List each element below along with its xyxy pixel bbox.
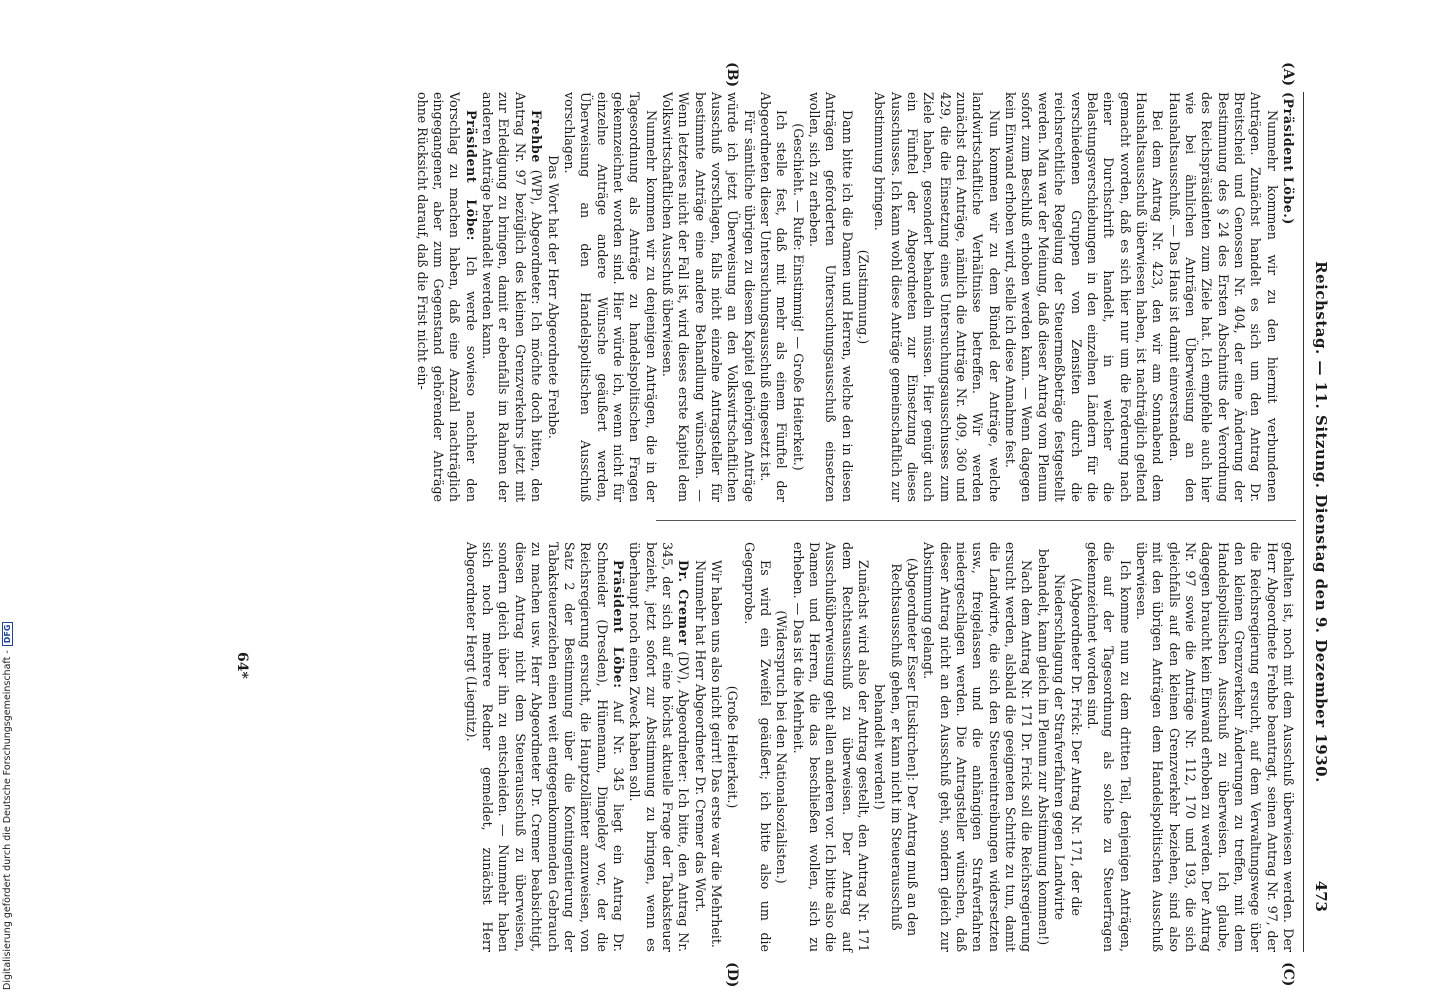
interjection: (Zustimmung.) <box>856 249 872 345</box>
speech-text: (WP), Abgeordneter: Ich möchte doch bitten, den Antrag Nr. 97 bezüglich des kleinen Grenzverkehrs jetzt mit zur Erledigung zu bringen, damit er ebenfalls im Rahmen der anderen Anträge behandelt werden kann. <box>480 92 545 502</box>
speaker-heading <box>1280 92 1296 502</box>
header-title: Reichstag. — 11. Sitzung. Dienstag den 9. Dezember 1930. <box>1312 261 1330 783</box>
page-header <box>1304 92 1330 952</box>
margin-marker-d: (D) <box>724 962 740 988</box>
speaker-name: Dr. Cremer <box>676 560 692 646</box>
margin-marker-a: (A) <box>1280 62 1296 87</box>
paragraph: Zunächst wird also der Antrag gestellt, den Antrag Nr. 171 dem Rechtsausschuß zu überweisen. Der Antrag auf Ausschußüberweisung geht allen anderen vor. Ich bitte also die Damen und Herren, die das beschließen wollen, sich zu erheben. — Das ist die Mehrheit. <box>790 542 872 952</box>
header-rule <box>1303 92 1304 952</box>
paragraph: Nunmehr hat Herr Abgeordneter Dr. Cremer das Wort. <box>692 560 708 913</box>
speaker-name: Frehbe <box>529 110 545 163</box>
paragraph: Nun kommen wir zu dem Bündel der Anträge, welche landwirtschaftliche Verhältnisse betreffen. Wir werden zunächst drei Anträge, nämlich die Anträge Nr. 409, 360 und 429, die die Einsetzung eines Untersuchungsausschusses zum Ziele haben, gesondert behandeln müssen. Hier genügt auch ein Fünftel der Abgeordneten zur Einsetzung dieses Ausschusses. Ich kann wohl diese Anträge gemeinschaftlich zur Abstimmung bringen. <box>872 92 1002 502</box>
margin-marker-b: (B) <box>724 62 740 88</box>
paragraph: Nach dem Antrag Nr. 171 Dr. Frick soll die Reichsregierung ersucht werden, alsbald die geeigneten Schritte zu tun, damit die Landwirte, die sich den Steuereintreibungen widersetzten usw., freigelassen und die anhängigen Strafverfahren niedergeschlagen werden. Die Antragsteller wünschen, daß dieser Antrag nicht an den Ausschuß geht, sondern gleich zur Abstimmung gelangt. <box>921 542 1035 952</box>
column-divider <box>656 520 1296 521</box>
document-page <box>120 62 1330 988</box>
margin-marker-c: (C) <box>1280 962 1296 987</box>
interjection: (Widerspruch bei den Nationalsozialisten.) <box>774 610 790 884</box>
left-column <box>413 92 1296 502</box>
paragraph: Nunmehr kommen wir zu den hiermit verbundenen Anträgen. Zunächst handelt es sich um den Antrag Dr. Breitscheid und Genossen Nr. 404, der eine Änderung der Bestimmung des § 24 des Ersten Abschnitts der Verordnung des Reichspräsidenten zum Ziele hat. Ich empfehle auch hier wie bei ähnlichen Anträgen Überweisung an den Haushaltsausschuß. — Das Haus ist damit einverstanden. <box>1166 92 1280 502</box>
speech-paragraph <box>479 92 544 502</box>
paragraph: Dann bitte ich die Damen und Herren, welche den in diesen Anträgen geforderten Untersuchungsausschuß einsetzen wollen, sich zu erheben. <box>807 92 855 502</box>
speaker-name: Präsident Löbe: <box>610 560 626 689</box>
speaker-name: Präsident Löbe: <box>463 110 479 241</box>
dfg-logo-icon: DFG <box>2 622 13 647</box>
credit-text: Digitalisierung gefördert durch die Deutsche Forschungsgemeinschaft - <box>2 650 13 990</box>
interjection: (Abgeordneter Esser [Euskirchen]: Der Antrag muß an den Rechtsausschuß gehen, er kann nicht im Steuerausschuß behandelt werden!) <box>872 557 921 937</box>
paragraph: Bei dem Antrag Nr. 423, den wir am Sonnabend dem Haushaltsausschuß überwiesen haben, ist nachträglich geltend gemacht worden, daß es sich hier nur um die Forderung nach einer Durchschrift handelt, in welcher die Belastungsverschiebungen in den einzelnen Ländern für die verschiedenen Gruppen von Zensiten durch die reichsrechtliche Regelung der Steuermeßbeträge festgestellt werden. Man war der Meinung, daß dieser Antrag vom Plenum sofort zum Beschluß erhoben werden kann. — Wenn dagegen kein Einwand erhoben wird, stelle ich diese Annahme fest. <box>1003 92 1166 502</box>
interjection: (Geschieht. — Rufe: Einstimmig! — Große Heiterkeit.) <box>790 123 806 471</box>
interjection: (Große Heiterkeit.) <box>725 685 741 809</box>
paragraph: Ich stelle fest, daß mit mehr als einem Fünftel der Abgeordneten dieser Untersuchungsausschuß eingesetzt ist. <box>758 92 790 502</box>
interjection: (Abgeordneter Dr. Frick: Der Antrag Nr. 171, der die Niederschlagung der Strafverfahren gegen Landwirte behandelt, kann gleich im Plenum zur Abstimmung kommen!) <box>1035 548 1084 946</box>
speech-paragraph <box>462 542 625 952</box>
paragraph: Für sämtliche übrigen zu diesem Kapitel gehörigen Anträge würde ich jetzt Überweisung an den Volkswirtschaftlichen Ausschuß vorschlagen, falls nicht einzelne Antragsteller für bestimmte Anträge eine andere Behandlung wünschen. — Wenn letzteres nicht der Fall ist, wird dieses erste Kapitel dem Volkswirtschaftlichen Ausschuß überwiesen. <box>659 92 757 502</box>
speech-text: (DV), Abgeordneter: Ich bitte, den Antrag Nr. 345, der sich auf eine höchst aktuelle Frage der Tabaksteuer bezieht, jetzt sofort zur Abstimmung zu bringen, wenn es überhaupt noch einen Zweck haben soll. <box>627 542 692 952</box>
page-number: 473 <box>1312 880 1330 912</box>
paragraph: gehalten ist, noch mit dem Ausschuß überwiesen werden. Der Herr Abgeordnete Frehbe beantragt, seinen Antrag Nr. 97, der die Reichsregierung ersucht, auf dem Verwaltungswege über den kleinen Grenzverkehr Änderungen zu treffen, mit dem Handelspolitischen Ausschuß zu überweisen. Ich glaube, dagegen braucht kein Einwand erhoben zu werden. Der Antrag Nr. 97 sowie die Anträge Nr. 112, 170 und 193, die sich gleichfalls auf den kleinen Grenzverkehr beziehen, sind also mit den übrigen Anträgen dem Handelspolitischen Ausschuß überwiesen. <box>1133 542 1296 952</box>
paragraph: Nunmehr kommen wir zu denjenigen Anträgen, die in der Tagesordnung als Anträge zu handelspolitischen Fragen gekennzeichnet worden sind. Hier würde ich, wenn nicht für einzelne Anträge andere Wünsche geäußert werden, Überweisung an den Handelspolitischen Ausschuß vorschlagen. <box>561 92 659 502</box>
paragraph: Es wird ein Zweifel geäußert; ich bitte also um die Gegenprobe. <box>741 542 773 952</box>
footer-signature: 64* <box>234 652 250 679</box>
speech-text: Auf Nr. 345 liegt ein Antrag Dr. Schneider (Dresden), Hünemann, Dingeldey vor, der die Reichsregierung ersucht, die Hauptzollämter anzuweisen, von Satz 2 der Bestimmung über die Kontingentierung der Tabaksteuerzeichen einen weit entgegenkommenden Gebrauch zu machen usw. Herr Abgeordneter Dr. Cremer beabsichtigt, diesen Antrag nicht dem Steuerausschuß zu überweisen, sondern gleich über ihn zu entscheiden. — Nunmehr haben sich noch mehrere Redner gemeldet, zunächst Herr Abgeordneter Hergt (Liegnitz). <box>463 542 626 952</box>
interjection: Das Wort hat der Herr Abgeordnete Frehbe. <box>545 155 561 439</box>
digitization-credit <box>2 622 13 990</box>
speech-text: Ich werde sowieso nachher den Vorschlag zu machen haben, daß eine Anzahl nachträglich eingegangener, aber zum Gegenstand gehörender Anträge ohne Rücksicht darauf, daß die Frist nicht ein- <box>414 92 479 502</box>
speech-paragraph <box>413 92 478 502</box>
paragraph: Wir haben uns also nicht geirrt! Das erste war die Mehrheit. <box>708 560 724 948</box>
paragraph: Ich komme nun zu dem dritten Teil, denjenigen Anträgen, die auf der Tagesordnung als solche zu Steuerfragen gekennzeichnet worden sind. <box>1084 542 1133 952</box>
speech-paragraph <box>626 542 691 952</box>
speaker-name: (Präsident Löbe.) <box>1281 92 1296 225</box>
right-column <box>462 542 1296 952</box>
